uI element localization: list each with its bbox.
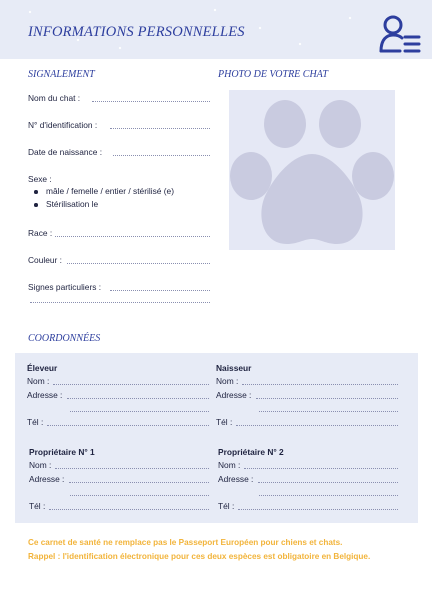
identification-label: N° d'identification : (28, 120, 98, 130)
eleveur-adresse-label: Adresse : (27, 390, 63, 400)
proprietaire2-adresse-field[interactable] (258, 482, 398, 483)
signes-field-line2[interactable] (30, 302, 210, 303)
page-header (0, 0, 432, 59)
eleveur-nom-label: Nom : (27, 376, 50, 386)
proprietaire2-nom-label: Nom : (218, 460, 241, 470)
proprietaire1-nom-label: Nom : (29, 460, 52, 470)
eleveur-adresse-field[interactable] (67, 398, 209, 399)
page-title: INFORMATIONS PERSONNELLES (28, 24, 245, 40)
signalement-title: SIGNALEMENT (28, 69, 95, 80)
naisseur-tel-field[interactable] (236, 425, 398, 426)
proprietaire2-nom-field[interactable] (244, 468, 398, 469)
proprietaire1-title: Propriétaire N° 1 (29, 447, 95, 457)
signes-field[interactable] (110, 290, 210, 291)
eleveur-title: Éleveur (27, 363, 58, 373)
coordonnees-title: COORDONNÉES (28, 333, 101, 344)
sexe-option-sterilisation[interactable]: Stérilisation le (30, 198, 174, 211)
naisseur-adresse-label: Adresse : (216, 390, 252, 400)
naisseur-adresse-field[interactable] (256, 398, 398, 399)
proprietaire1-adresse-label: Adresse : (29, 474, 65, 484)
naisseur-nom-label: Nom : (216, 376, 239, 386)
sexe-options (30, 185, 174, 211)
proprietaire1-nom-field[interactable] (55, 468, 209, 469)
user-list-icon (378, 13, 422, 55)
photo-placeholder[interactable] (229, 90, 395, 250)
photo-title: PHOTO DE VOTRE CHAT (218, 69, 328, 80)
proprietaire2-title: Propriétaire N° 2 (218, 447, 284, 457)
naissance-label: Date de naissance : (28, 147, 103, 157)
signes-label: Signes particuliers : (28, 282, 102, 292)
proprietaire1-adresse-field[interactable] (69, 482, 209, 483)
eleveur-adresse-field-line2[interactable] (70, 411, 209, 412)
coordonnees-panel (15, 353, 418, 523)
nom-field[interactable] (92, 101, 210, 102)
sexe-label: Sexe : (28, 174, 52, 184)
naisseur-adresse-field-line2[interactable] (259, 411, 398, 412)
paw-print-icon (229, 90, 395, 250)
proprietaire2-tel-field[interactable] (238, 509, 398, 510)
footer-note-line1: Ce carnet de santé ne remplace pas le Passeport Européen pour chiens et chats. (28, 538, 343, 547)
proprietaire1-tel-field[interactable] (49, 509, 209, 510)
sexe-option-status[interactable]: mâle / femelle / entier / stérilisé (e) (30, 185, 174, 198)
naisseur-title: Naisseur (216, 363, 252, 373)
couleur-field[interactable] (67, 263, 210, 264)
couleur-label: Couleur : (28, 255, 62, 265)
identification-field[interactable] (110, 128, 210, 129)
eleveur-nom-field[interactable] (53, 384, 209, 385)
footer-note-line2: Rappel : l'identification électronique pour ces deux espèces est obligatoire en Belgique. (28, 551, 371, 561)
proprietaire2-adresse-field-line2[interactable] (259, 495, 398, 496)
naissance-field[interactable] (113, 155, 210, 156)
proprietaire1-tel-label: Tél : (29, 501, 46, 511)
nom-label: Nom du chat : (28, 93, 81, 103)
naisseur-nom-field[interactable] (242, 384, 398, 385)
eleveur-tel-field[interactable] (47, 425, 209, 426)
footer-note (28, 536, 408, 563)
race-field[interactable] (55, 236, 210, 237)
eleveur-tel-label: Tél : (27, 417, 44, 427)
race-label: Race : (28, 228, 53, 238)
naisseur-tel-label: Tél : (216, 417, 233, 427)
proprietaire2-adresse-label: Adresse : (218, 474, 254, 484)
proprietaire1-adresse-field-line2[interactable] (70, 495, 209, 496)
proprietaire2-tel-label: Tél : (218, 501, 235, 511)
